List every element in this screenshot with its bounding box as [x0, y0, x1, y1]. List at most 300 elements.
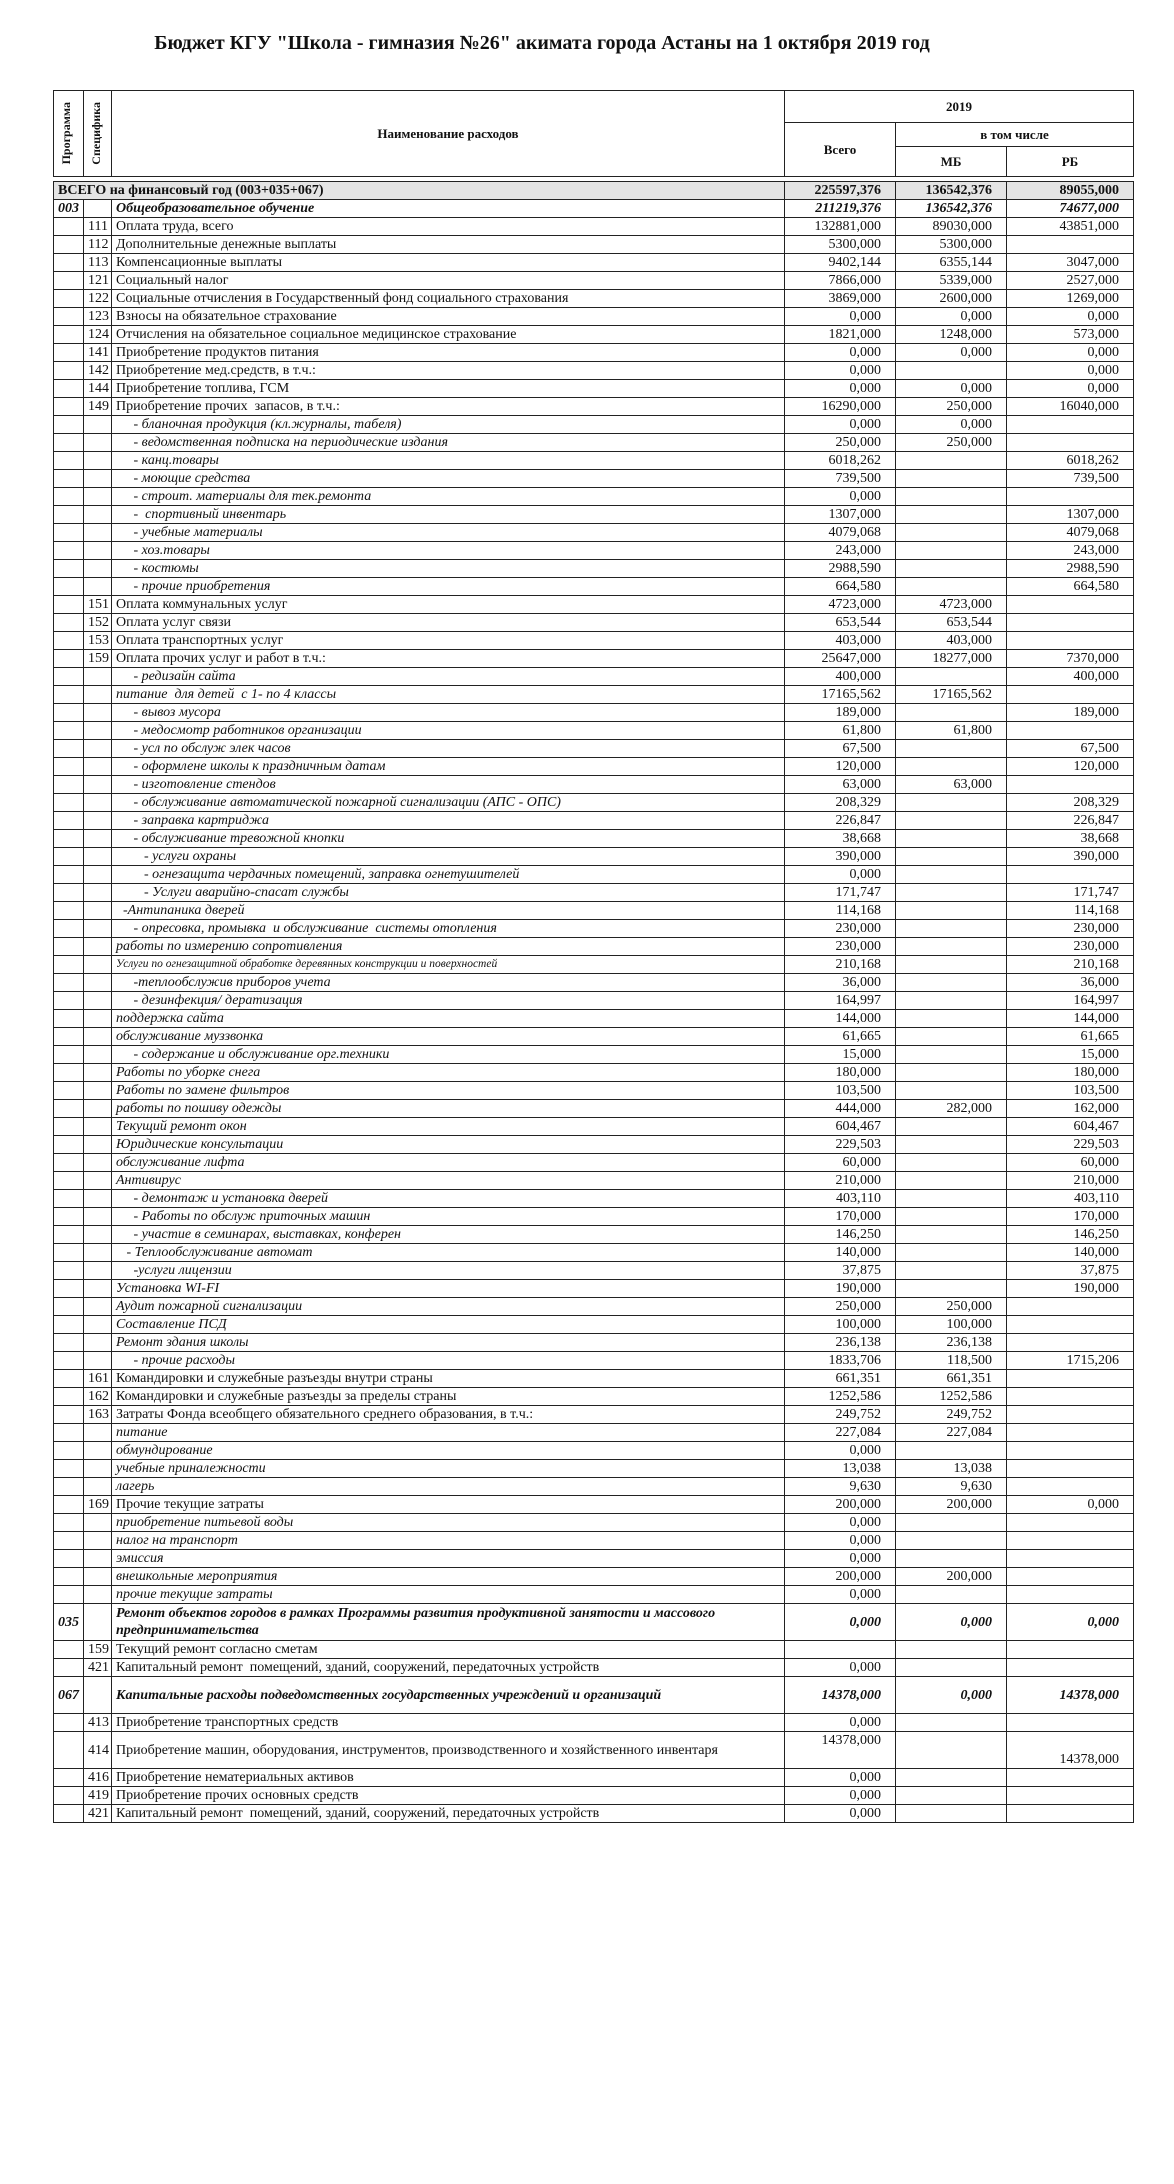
program-cell — [54, 1406, 84, 1424]
total-cell: 230,000 — [785, 938, 896, 956]
specifics-cell: 152 — [84, 614, 112, 632]
rb-cell — [1007, 1388, 1134, 1406]
mb-cell — [896, 1787, 1007, 1805]
program-cell — [54, 344, 84, 362]
specifics-cell: 149 — [84, 398, 112, 416]
program-cell — [54, 668, 84, 686]
total-cell: 170,000 — [785, 1208, 896, 1226]
table-row — [54, 362, 1134, 380]
rb-cell: 230,000 — [1007, 938, 1134, 956]
mb-cell: 227,084 — [896, 1424, 1007, 1442]
program-cell — [54, 416, 84, 434]
program-cell — [54, 1190, 84, 1208]
table-row — [54, 1532, 1134, 1550]
expense-name-cell: Составление ПСД — [112, 1316, 785, 1334]
program-cell — [54, 1010, 84, 1028]
expense-name-cell: - Теплообслуживание автомат — [112, 1244, 785, 1262]
table-row — [54, 380, 1134, 398]
mb-cell — [896, 1064, 1007, 1082]
total-cell: 7866,000 — [785, 272, 896, 290]
rb-cell: 604,467 — [1007, 1118, 1134, 1136]
specifics-cell — [84, 578, 112, 596]
rb-cell: 1269,000 — [1007, 290, 1134, 308]
program-cell — [54, 884, 84, 902]
total-cell: 226,847 — [785, 812, 896, 830]
specifics-cell — [84, 1046, 112, 1064]
program-cell — [54, 380, 84, 398]
program-cell — [54, 1100, 84, 1118]
program-cell — [54, 1118, 84, 1136]
total-cell: 0,000 — [785, 308, 896, 326]
rb-cell: 38,668 — [1007, 830, 1134, 848]
specifics-cell — [84, 1586, 112, 1604]
program-cell — [54, 362, 84, 380]
mb-cell — [896, 1118, 1007, 1136]
expense-name-cell: - обслуживание автоматической пожарной сигнализации (АПС - ОПС) — [112, 794, 785, 812]
mb-cell — [896, 1659, 1007, 1677]
table-row — [54, 1805, 1134, 1823]
rb-cell — [1007, 416, 1134, 434]
mb-cell — [896, 794, 1007, 812]
program-cell — [54, 290, 84, 308]
specifics-cell: 159 — [84, 1641, 112, 1659]
specifics-cell — [84, 992, 112, 1010]
specifics-cell: 421 — [84, 1659, 112, 1677]
program-cell — [54, 1064, 84, 1082]
mb-cell: 0,000 — [896, 380, 1007, 398]
expense-name-cell: - дезинфекция/ дератизация — [112, 992, 785, 1010]
table-row — [54, 488, 1134, 506]
table-row — [54, 1442, 1134, 1460]
program-header: Программа — [54, 91, 84, 177]
program-cell — [54, 308, 84, 326]
table-row — [54, 1514, 1134, 1532]
table-row — [54, 1316, 1134, 1334]
expense-name-cell: -Антипаника дверей — [112, 902, 785, 920]
mb-cell: 136542,376 — [896, 200, 1007, 218]
rb-cell: 0,000 — [1007, 344, 1134, 362]
rb-cell — [1007, 236, 1134, 254]
total-cell: 120,000 — [785, 758, 896, 776]
table-header — [54, 91, 1134, 182]
rb-cell: 390,000 — [1007, 848, 1134, 866]
program-cell — [54, 632, 84, 650]
mb-cell: 661,351 — [896, 1370, 1007, 1388]
table-row — [54, 1208, 1134, 1226]
specifics-cell — [84, 1082, 112, 1100]
budget-table — [53, 90, 1134, 1823]
program-cell — [54, 1514, 84, 1532]
total-cell: 164,997 — [785, 992, 896, 1010]
total-cell: 1252,586 — [785, 1388, 896, 1406]
total-cell: 210,168 — [785, 956, 896, 974]
mb-cell: 653,544 — [896, 614, 1007, 632]
total-cell: 0,000 — [785, 1604, 896, 1641]
expense-name-cell: Приобретение мед.средств, в т.ч.: — [112, 362, 785, 380]
expense-name-cell: Установка WI-FI — [112, 1280, 785, 1298]
mb-cell: 61,800 — [896, 722, 1007, 740]
expense-name-cell: -теплообслужив приборов учета — [112, 974, 785, 992]
expense-name-cell: эмиссия — [112, 1550, 785, 1568]
total-header: Всего — [785, 123, 896, 177]
specifics-cell — [84, 1677, 112, 1714]
mb-cell — [896, 848, 1007, 866]
total-cell: 16290,000 — [785, 398, 896, 416]
expense-name-cell: - усл по обслуж элек часов — [112, 740, 785, 758]
specifics-header: Специфика — [84, 91, 112, 177]
rb-cell: 14378,000 — [1007, 1732, 1134, 1769]
specifics-cell: 141 — [84, 344, 112, 362]
mb-cell — [896, 1514, 1007, 1532]
total-cell: 9402,144 — [785, 254, 896, 272]
program-row — [54, 1604, 1134, 1641]
total-cell: 146,250 — [785, 1226, 896, 1244]
table-row — [54, 1064, 1134, 1082]
expense-name-cell: - обслуживание тревожной кнопки — [112, 830, 785, 848]
table-row — [54, 542, 1134, 560]
total-cell: 14378,000 — [785, 1732, 896, 1769]
table-row — [54, 308, 1134, 326]
rb-cell: 189,000 — [1007, 704, 1134, 722]
total-cell: 250,000 — [785, 1298, 896, 1316]
mb-cell: 403,000 — [896, 632, 1007, 650]
rb-cell: 403,110 — [1007, 1190, 1134, 1208]
expense-name-cell: Оплата труда, всего — [112, 218, 785, 236]
table-row — [54, 1787, 1134, 1805]
rb-cell — [1007, 866, 1134, 884]
specifics-cell — [84, 1244, 112, 1262]
specifics-cell — [84, 1010, 112, 1028]
table-row — [54, 1226, 1134, 1244]
mb-cell: 118,500 — [896, 1352, 1007, 1370]
table-row — [54, 506, 1134, 524]
total-cell: 190,000 — [785, 1280, 896, 1298]
rb-cell — [1007, 1460, 1134, 1478]
program-row — [54, 200, 1134, 218]
program-row — [54, 1677, 1134, 1714]
total-cell: 249,752 — [785, 1406, 896, 1424]
specifics-cell — [84, 794, 112, 812]
table-row — [54, 1659, 1134, 1677]
name-header: Наименование расходов — [112, 91, 785, 177]
expense-name-cell: - участие в семинарах, выставках, конферен — [112, 1226, 785, 1244]
mb-cell: 0,000 — [896, 344, 1007, 362]
table-row — [54, 524, 1134, 542]
table-row — [54, 1244, 1134, 1262]
program-cell: 035 — [54, 1604, 84, 1641]
rb-cell: 6018,262 — [1007, 452, 1134, 470]
program-cell — [54, 686, 84, 704]
total-cell: 0,000 — [785, 380, 896, 398]
rb-cell — [1007, 596, 1134, 614]
table-row — [54, 452, 1134, 470]
program-cell — [54, 830, 84, 848]
program-cell — [54, 326, 84, 344]
mb-header: МБ — [896, 147, 1007, 177]
total-cell: 739,500 — [785, 470, 896, 488]
program-cell — [54, 1334, 84, 1352]
mb-cell — [896, 1190, 1007, 1208]
specifics-cell — [84, 920, 112, 938]
table-row — [54, 956, 1134, 974]
total-cell: 100,000 — [785, 1316, 896, 1334]
table-row — [54, 884, 1134, 902]
mb-cell: 2600,000 — [896, 290, 1007, 308]
table-row — [54, 1172, 1134, 1190]
specifics-cell — [84, 740, 112, 758]
expense-name-cell: Социальный налог — [112, 272, 785, 290]
total-cell: 0,000 — [785, 1714, 896, 1732]
table-row — [54, 290, 1134, 308]
rb-cell: 664,580 — [1007, 578, 1134, 596]
table-row — [54, 668, 1134, 686]
specifics-cell: 162 — [84, 1388, 112, 1406]
total-cell: 0,000 — [785, 1532, 896, 1550]
mb-cell — [896, 1714, 1007, 1732]
mb-cell — [896, 1732, 1007, 1769]
rb-cell: 0,000 — [1007, 380, 1134, 398]
specifics-cell: 151 — [84, 596, 112, 614]
expense-name-cell: - заправка картриджа — [112, 812, 785, 830]
rb-cell: 0,000 — [1007, 362, 1134, 380]
program-cell — [54, 1442, 84, 1460]
total-cell: 9,630 — [785, 1478, 896, 1496]
table-row — [54, 272, 1134, 290]
specifics-cell — [84, 1136, 112, 1154]
program-cell — [54, 722, 84, 740]
rb-cell: 37,875 — [1007, 1262, 1134, 1280]
rb-cell: 43851,000 — [1007, 218, 1134, 236]
expense-name-cell: Социальные отчисления в Государственный фонд социального страхования — [112, 290, 785, 308]
table-row — [54, 1118, 1134, 1136]
total-cell: 17165,562 — [785, 686, 896, 704]
specifics-cell — [84, 776, 112, 794]
total-cell: 211219,376 — [785, 200, 896, 218]
program-cell — [54, 866, 84, 884]
total-cell: 6018,262 — [785, 452, 896, 470]
mb-cell: 9,630 — [896, 1478, 1007, 1496]
total-cell: 1821,000 — [785, 326, 896, 344]
expense-name-cell: - моющие средства — [112, 470, 785, 488]
program-cell — [54, 1478, 84, 1496]
table-row — [54, 1388, 1134, 1406]
rb-cell — [1007, 776, 1134, 794]
expense-name-cell: Текущий ремонт согласно сметам — [112, 1641, 785, 1659]
mb-cell — [896, 956, 1007, 974]
mb-cell: 136542,376 — [896, 182, 1007, 200]
table-row — [54, 596, 1134, 614]
table-row — [54, 1082, 1134, 1100]
rb-cell: 2988,590 — [1007, 560, 1134, 578]
total-cell: 0,000 — [785, 344, 896, 362]
mb-cell: 18277,000 — [896, 650, 1007, 668]
total-cell: 67,500 — [785, 740, 896, 758]
mb-cell: 250,000 — [896, 1298, 1007, 1316]
rb-cell — [1007, 1442, 1134, 1460]
mb-cell: 250,000 — [896, 434, 1007, 452]
specifics-cell — [84, 1352, 112, 1370]
program-cell — [54, 794, 84, 812]
rb-cell — [1007, 1478, 1134, 1496]
program-cell — [54, 1028, 84, 1046]
rb-cell: 210,168 — [1007, 956, 1134, 974]
program-cell — [54, 434, 84, 452]
total-cell: 61,800 — [785, 722, 896, 740]
total-cell: 180,000 — [785, 1064, 896, 1082]
mb-cell — [896, 1442, 1007, 1460]
total-cell: 0,000 — [785, 866, 896, 884]
expense-name-cell: Ремонт здания школы — [112, 1334, 785, 1352]
program-cell — [54, 1424, 84, 1442]
total-cell: 200,000 — [785, 1496, 896, 1514]
mb-cell — [896, 1769, 1007, 1787]
program-cell — [54, 1805, 84, 1823]
total-cell: 208,329 — [785, 794, 896, 812]
expense-name-cell: Оплата коммунальных услуг — [112, 596, 785, 614]
program-cell — [54, 470, 84, 488]
expense-name-cell: - хоз.товары — [112, 542, 785, 560]
table-row — [54, 1478, 1134, 1496]
expense-name-cell: - изготовление стендов — [112, 776, 785, 794]
program-cell — [54, 560, 84, 578]
program-cell — [54, 272, 84, 290]
rb-cell: 243,000 — [1007, 542, 1134, 560]
program-cell — [54, 1787, 84, 1805]
total-cell: 114,168 — [785, 902, 896, 920]
rb-cell: 67,500 — [1007, 740, 1134, 758]
total-cell: 230,000 — [785, 920, 896, 938]
program-cell — [54, 578, 84, 596]
table-row — [54, 758, 1134, 776]
rb-cell — [1007, 1805, 1134, 1823]
specifics-cell — [84, 1604, 112, 1641]
expense-name-cell: - содержание и обслуживание орг.техники — [112, 1046, 785, 1064]
year-header: 2019 — [785, 91, 1134, 123]
table-row — [54, 614, 1134, 632]
expense-name-cell: Приобретение топлива, ГСМ — [112, 380, 785, 398]
total-cell: 144,000 — [785, 1010, 896, 1028]
program-cell — [54, 1352, 84, 1370]
mb-cell: 5300,000 — [896, 236, 1007, 254]
rb-cell — [1007, 722, 1134, 740]
rb-cell — [1007, 1550, 1134, 1568]
specifics-cell — [84, 1424, 112, 1442]
mb-cell: 4723,000 — [896, 596, 1007, 614]
specifics-cell: 121 — [84, 272, 112, 290]
mb-cell — [896, 578, 1007, 596]
specifics-cell: 416 — [84, 1769, 112, 1787]
program-cell: 003 — [54, 200, 84, 218]
table-row — [54, 1010, 1134, 1028]
program-cell — [54, 1659, 84, 1677]
total-cell: 5300,000 — [785, 236, 896, 254]
table-row — [54, 344, 1134, 362]
table-row — [54, 650, 1134, 668]
expense-name-cell: Юридические консультации — [112, 1136, 785, 1154]
total-cell: 0,000 — [785, 1805, 896, 1823]
table-row — [54, 686, 1134, 704]
mb-cell: 200,000 — [896, 1568, 1007, 1586]
expense-name-cell: Командировки и служебные разъезды внутри страны — [112, 1370, 785, 1388]
table-row — [54, 920, 1134, 938]
expense-name-cell: Оплата услуг связи — [112, 614, 785, 632]
total-cell: 3869,000 — [785, 290, 896, 308]
program-cell — [54, 524, 84, 542]
mb-cell — [896, 866, 1007, 884]
table-row — [54, 1298, 1134, 1316]
expense-name-cell: - Работы по обслуж приточных машин — [112, 1208, 785, 1226]
expense-name-cell: Аудит пожарной сигнализации — [112, 1298, 785, 1316]
specifics-cell: 419 — [84, 1787, 112, 1805]
total-cell: 227,084 — [785, 1424, 896, 1442]
specifics-cell — [84, 1568, 112, 1586]
mb-cell — [896, 524, 1007, 542]
rb-cell — [1007, 434, 1134, 452]
total-cell: 200,000 — [785, 1568, 896, 1586]
rb-cell: 60,000 — [1007, 1154, 1134, 1172]
program-cell — [54, 236, 84, 254]
mb-cell — [896, 362, 1007, 380]
table-row — [54, 470, 1134, 488]
rb-cell — [1007, 1406, 1134, 1424]
expense-name-cell: налог на транспорт — [112, 1532, 785, 1550]
table-row — [54, 938, 1134, 956]
specifics-cell: 113 — [84, 254, 112, 272]
expense-name-cell: обмундирование — [112, 1442, 785, 1460]
program-cell — [54, 1136, 84, 1154]
expense-name-cell: Оплата транспортных услуг — [112, 632, 785, 650]
expense-name-cell: Командировки и служебные разъезды за пределы страны — [112, 1388, 785, 1406]
program-cell — [54, 974, 84, 992]
specifics-cell — [84, 1100, 112, 1118]
expense-name-cell: Антивирус — [112, 1172, 785, 1190]
rb-cell — [1007, 614, 1134, 632]
table-row — [54, 974, 1134, 992]
program-cell — [54, 506, 84, 524]
rb-cell: 7370,000 — [1007, 650, 1134, 668]
program-cell — [54, 920, 84, 938]
expense-name-cell: Работы по замене фильтров — [112, 1082, 785, 1100]
rb-cell: 162,000 — [1007, 1100, 1134, 1118]
table-row — [54, 1550, 1134, 1568]
expense-name-cell: - медосмотр работников организации — [112, 722, 785, 740]
specifics-cell: 414 — [84, 1732, 112, 1769]
specifics-cell — [84, 470, 112, 488]
total-cell: 0,000 — [785, 1514, 896, 1532]
expense-name-cell: приобретение питьевой воды — [112, 1514, 785, 1532]
mb-cell — [896, 1154, 1007, 1172]
specifics-cell — [84, 1298, 112, 1316]
expense-name-cell: Приобретение продуктов питания — [112, 344, 785, 362]
expense-name-cell: Приобретение транспортных средств — [112, 1714, 785, 1732]
program-cell — [54, 1046, 84, 1064]
specifics-cell — [84, 1550, 112, 1568]
total-cell: 661,351 — [785, 1370, 896, 1388]
table-row — [54, 1046, 1134, 1064]
expense-name-cell: Работы по уборке снега — [112, 1064, 785, 1082]
table-row — [54, 902, 1134, 920]
rb-cell — [1007, 686, 1134, 704]
table-row — [54, 1352, 1134, 1370]
mb-cell — [896, 1046, 1007, 1064]
total-cell: 250,000 — [785, 434, 896, 452]
expense-name-cell: поддержка сайта — [112, 1010, 785, 1028]
mb-cell: 6355,144 — [896, 254, 1007, 272]
mb-cell — [896, 470, 1007, 488]
rb-cell: 16040,000 — [1007, 398, 1134, 416]
table-row — [54, 1714, 1134, 1732]
specifics-cell — [84, 1190, 112, 1208]
